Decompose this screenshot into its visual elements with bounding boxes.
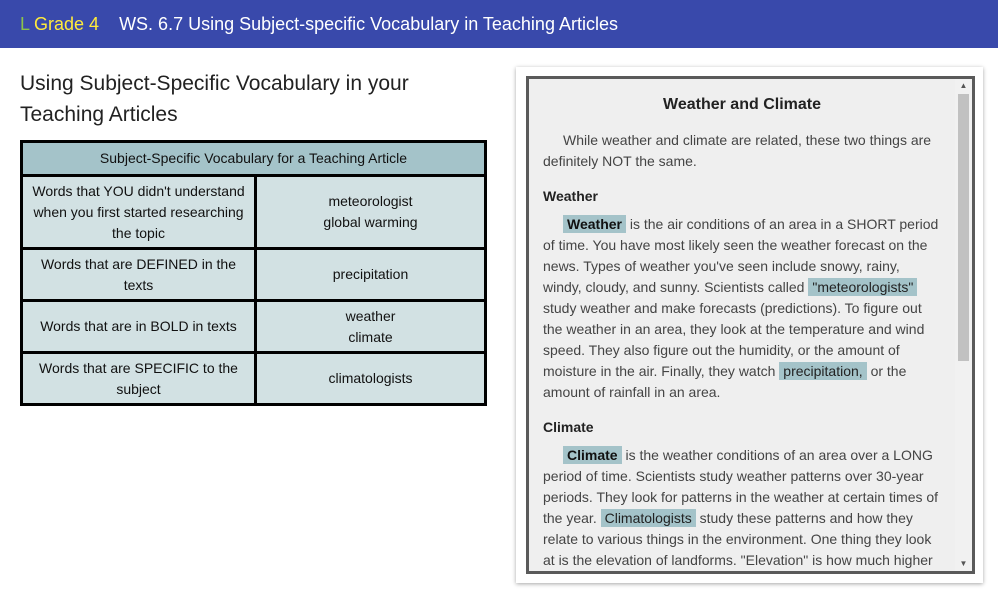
article-card (516, 67, 983, 583)
vocabulary-table (20, 140, 487, 406)
climate-paragraph (543, 445, 941, 571)
table-row (22, 301, 486, 353)
term-precipitation: precipitation, (779, 362, 866, 380)
row-label: Words that are in BOLD in texts (22, 301, 256, 353)
table-row (22, 249, 486, 301)
vocab-word: global warming (323, 214, 418, 230)
term-meteorologists: "meteorologists" (808, 278, 917, 296)
weather-paragraph (543, 214, 941, 403)
term-climate: Climate (563, 446, 622, 464)
climate-text-2: study these patterns and how they relate to various things in the environment. One thing they look at is the elevation of landforms. "Elevation" is how much higher (543, 510, 933, 568)
scroll-down-arrow-icon[interactable]: ▼ (959, 559, 968, 568)
term-weather: Weather (563, 215, 626, 233)
row-label: Words that YOU didn't understand when you first started researching the topic (22, 176, 256, 249)
worksheet-title: WS. 6.7 Using Subject-specific Vocabulary in Teaching Articles (119, 13, 618, 34)
vocab-word: climatologists (328, 370, 413, 386)
page-heading: Using Subject-Specific Vocabulary in your Teaching Articles (20, 72, 409, 126)
table-row (22, 176, 486, 249)
section-heading-climate: Climate (543, 419, 594, 435)
level-letter: L (20, 13, 31, 34)
row-words (256, 249, 486, 301)
row-label: Words that are DEFINED in the texts (22, 249, 256, 301)
scrollbar-thumb[interactable] (958, 94, 969, 361)
section-heading-weather: Weather (543, 188, 598, 204)
scrollbar[interactable] (955, 79, 972, 571)
weather-text-2: study weather and make forecasts (predictions). To figure out the weather in an area, they look at the temperature and wind speed. They also figure out the humidity, or the amount of moisture in the air. Finally, they watch (543, 300, 925, 379)
table-row (22, 353, 486, 405)
row-label: Words that are SPECIFIC to the subject (22, 353, 256, 405)
vocabulary-table-title: Subject-Specific Vocabulary for a Teaching Article (22, 142, 486, 176)
article-title: Weather and Climate (663, 96, 821, 113)
row-words (256, 176, 486, 249)
grade-label: Grade 4 (34, 13, 100, 34)
row-words (256, 301, 486, 353)
vocab-word: weather (345, 307, 396, 324)
article-viewer[interactable] (526, 76, 975, 574)
row-words (256, 353, 486, 405)
vocab-word: precipitation (332, 266, 409, 282)
weather-text-3: or the amount of rainfall in an area. (543, 363, 907, 400)
term-climatologists: Climatologists (601, 509, 696, 527)
article-intro: While weather and climate are related, these two things are definitely NOT the same. (543, 132, 932, 169)
vocab-word: meteorologist (328, 193, 413, 209)
scroll-up-arrow-icon[interactable]: ▲ (959, 81, 968, 90)
article-content (543, 79, 941, 571)
weather-text-1: is the air conditions of an area in a SHORT period of time. You have most likely seen the weather forecast on the news. Types of weather you've seen include snowy, rainy, windy, cloudy, and sunny. Scientists called (543, 216, 939, 295)
app-header (0, 0, 998, 48)
climate-text-1: is the weather conditions of an area over a LONG period of time. Scientists study weather patterns over 30-year periods. They look for patterns in the weather at certain times of the year. (543, 447, 939, 526)
vocab-word: climate (348, 328, 393, 345)
